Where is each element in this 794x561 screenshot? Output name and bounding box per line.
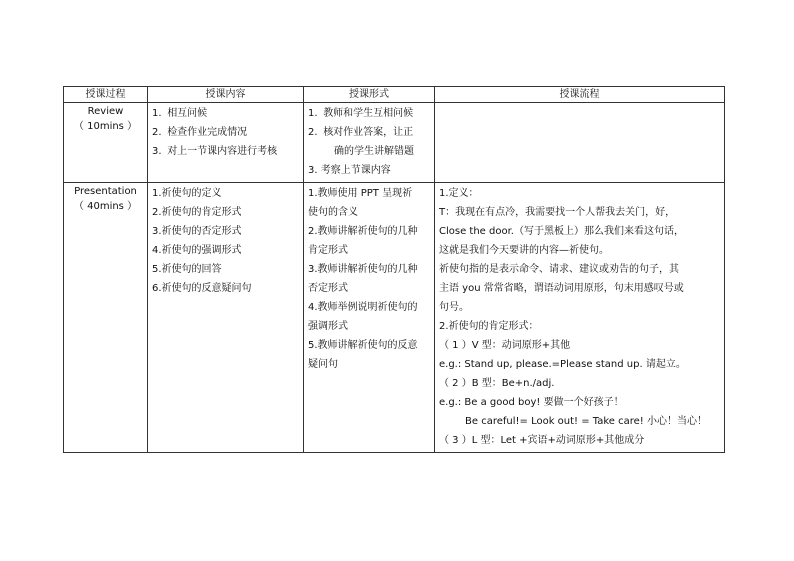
text-line: 祈使句指的是表示命令、请求、建议或劝告的句子，其 bbox=[439, 264, 679, 275]
list-item: 3.祈使句的否定形式 bbox=[152, 226, 242, 237]
list-item: 2.祈使句的肯定形式 bbox=[152, 207, 242, 218]
list-item: 3. 考察上节课内容 bbox=[308, 165, 391, 176]
list-item: 3. 对上一节课内容进行考核 bbox=[152, 146, 278, 157]
presentation-form-cell bbox=[304, 183, 435, 453]
stage-duration: （ 10mins ） bbox=[73, 121, 138, 132]
list-item: 6.祈使句的反意疑问句 bbox=[152, 283, 252, 294]
header-form: 授课形式 bbox=[304, 87, 435, 103]
review-content-cell bbox=[148, 103, 304, 183]
list-item: 1.祈使句的定义 bbox=[152, 188, 222, 199]
review-process-cell bbox=[435, 103, 725, 183]
text-line: e.g.: Stand up, please.=Please stand up. 请起立。 bbox=[439, 359, 686, 370]
text-line: 使句的含义 bbox=[308, 207, 358, 218]
text-line: 3.教师讲解祈使句的几种 bbox=[308, 264, 418, 275]
text-line: 5.教师讲解祈使句的反意 bbox=[308, 340, 418, 351]
review-row bbox=[64, 103, 725, 183]
text-line: 否定形式 bbox=[308, 283, 348, 294]
text-line: 4.教师举例说明祈使句的 bbox=[308, 302, 418, 313]
review-stage-cell bbox=[64, 103, 148, 183]
stage-name: Presentation bbox=[74, 186, 137, 197]
presentation-process-cell bbox=[435, 183, 725, 453]
presentation-content-cell bbox=[148, 183, 304, 453]
header-process: 授课流程 bbox=[435, 87, 725, 103]
text-line: 句号。 bbox=[439, 302, 469, 313]
presentation-row bbox=[64, 183, 725, 453]
text-line: 主语 you 常常省略，谓语动词用原形，句末用感叹号或 bbox=[439, 283, 684, 294]
text-line: 肯定形式 bbox=[308, 245, 348, 256]
presentation-stage-cell bbox=[64, 183, 148, 453]
lesson-plan-table bbox=[63, 86, 725, 453]
text-line: （ 2 ）B 型：Be+n./adj. bbox=[439, 378, 555, 389]
text-line: Be careful!= Look out! = Take care! 小心！当心！ bbox=[465, 416, 707, 427]
list-item: 1. 相互问候 bbox=[152, 108, 208, 119]
text-line: Close the door.（写于黑板上）那么我们来看这句话， bbox=[439, 226, 684, 237]
review-form-cell bbox=[304, 103, 435, 183]
list-item: 2. 核对作业答案，让正 bbox=[308, 127, 414, 138]
list-item: 5.祈使句的回答 bbox=[152, 264, 222, 275]
header-row bbox=[64, 87, 725, 103]
text-line: T：我现在有点冷，我需要找一个人帮我去关门，好， bbox=[439, 207, 676, 218]
text-line: （ 3 ）L 型：Let +宾语+动词原形+其他成分 bbox=[439, 435, 645, 446]
text-line: 1.定义： bbox=[439, 188, 479, 199]
text-line: e.g.: Be a good boy! 要做一个好孩子！ bbox=[439, 397, 624, 408]
header-content: 授课内容 bbox=[148, 87, 304, 103]
list-item: 4.祈使句的强调形式 bbox=[152, 245, 242, 256]
stage-duration: （ 40mins ） bbox=[73, 201, 138, 212]
text-line: 这就是我们今天要讲的内容—祈使句。 bbox=[439, 245, 609, 256]
text-line: （ 1 ）V 型：动词原形+其他 bbox=[439, 340, 571, 351]
text-line: 2.教师讲解祈使句的几种 bbox=[308, 226, 418, 237]
text-line: 疑问句 bbox=[308, 359, 338, 370]
text-line: 强调形式 bbox=[308, 321, 348, 332]
list-item: 1. 教师和学生互相问候 bbox=[308, 108, 414, 119]
stage-name: Review bbox=[87, 106, 124, 117]
text-line: 1.教师使用 PPT 呈现祈 bbox=[308, 188, 413, 199]
header-stage: 授课过程 bbox=[64, 87, 148, 103]
list-item: 2. 检查作业完成情况 bbox=[152, 127, 248, 138]
list-item: 确的学生讲解错题 bbox=[334, 146, 414, 157]
text-line: 2.祈使句的肯定形式： bbox=[439, 321, 539, 332]
